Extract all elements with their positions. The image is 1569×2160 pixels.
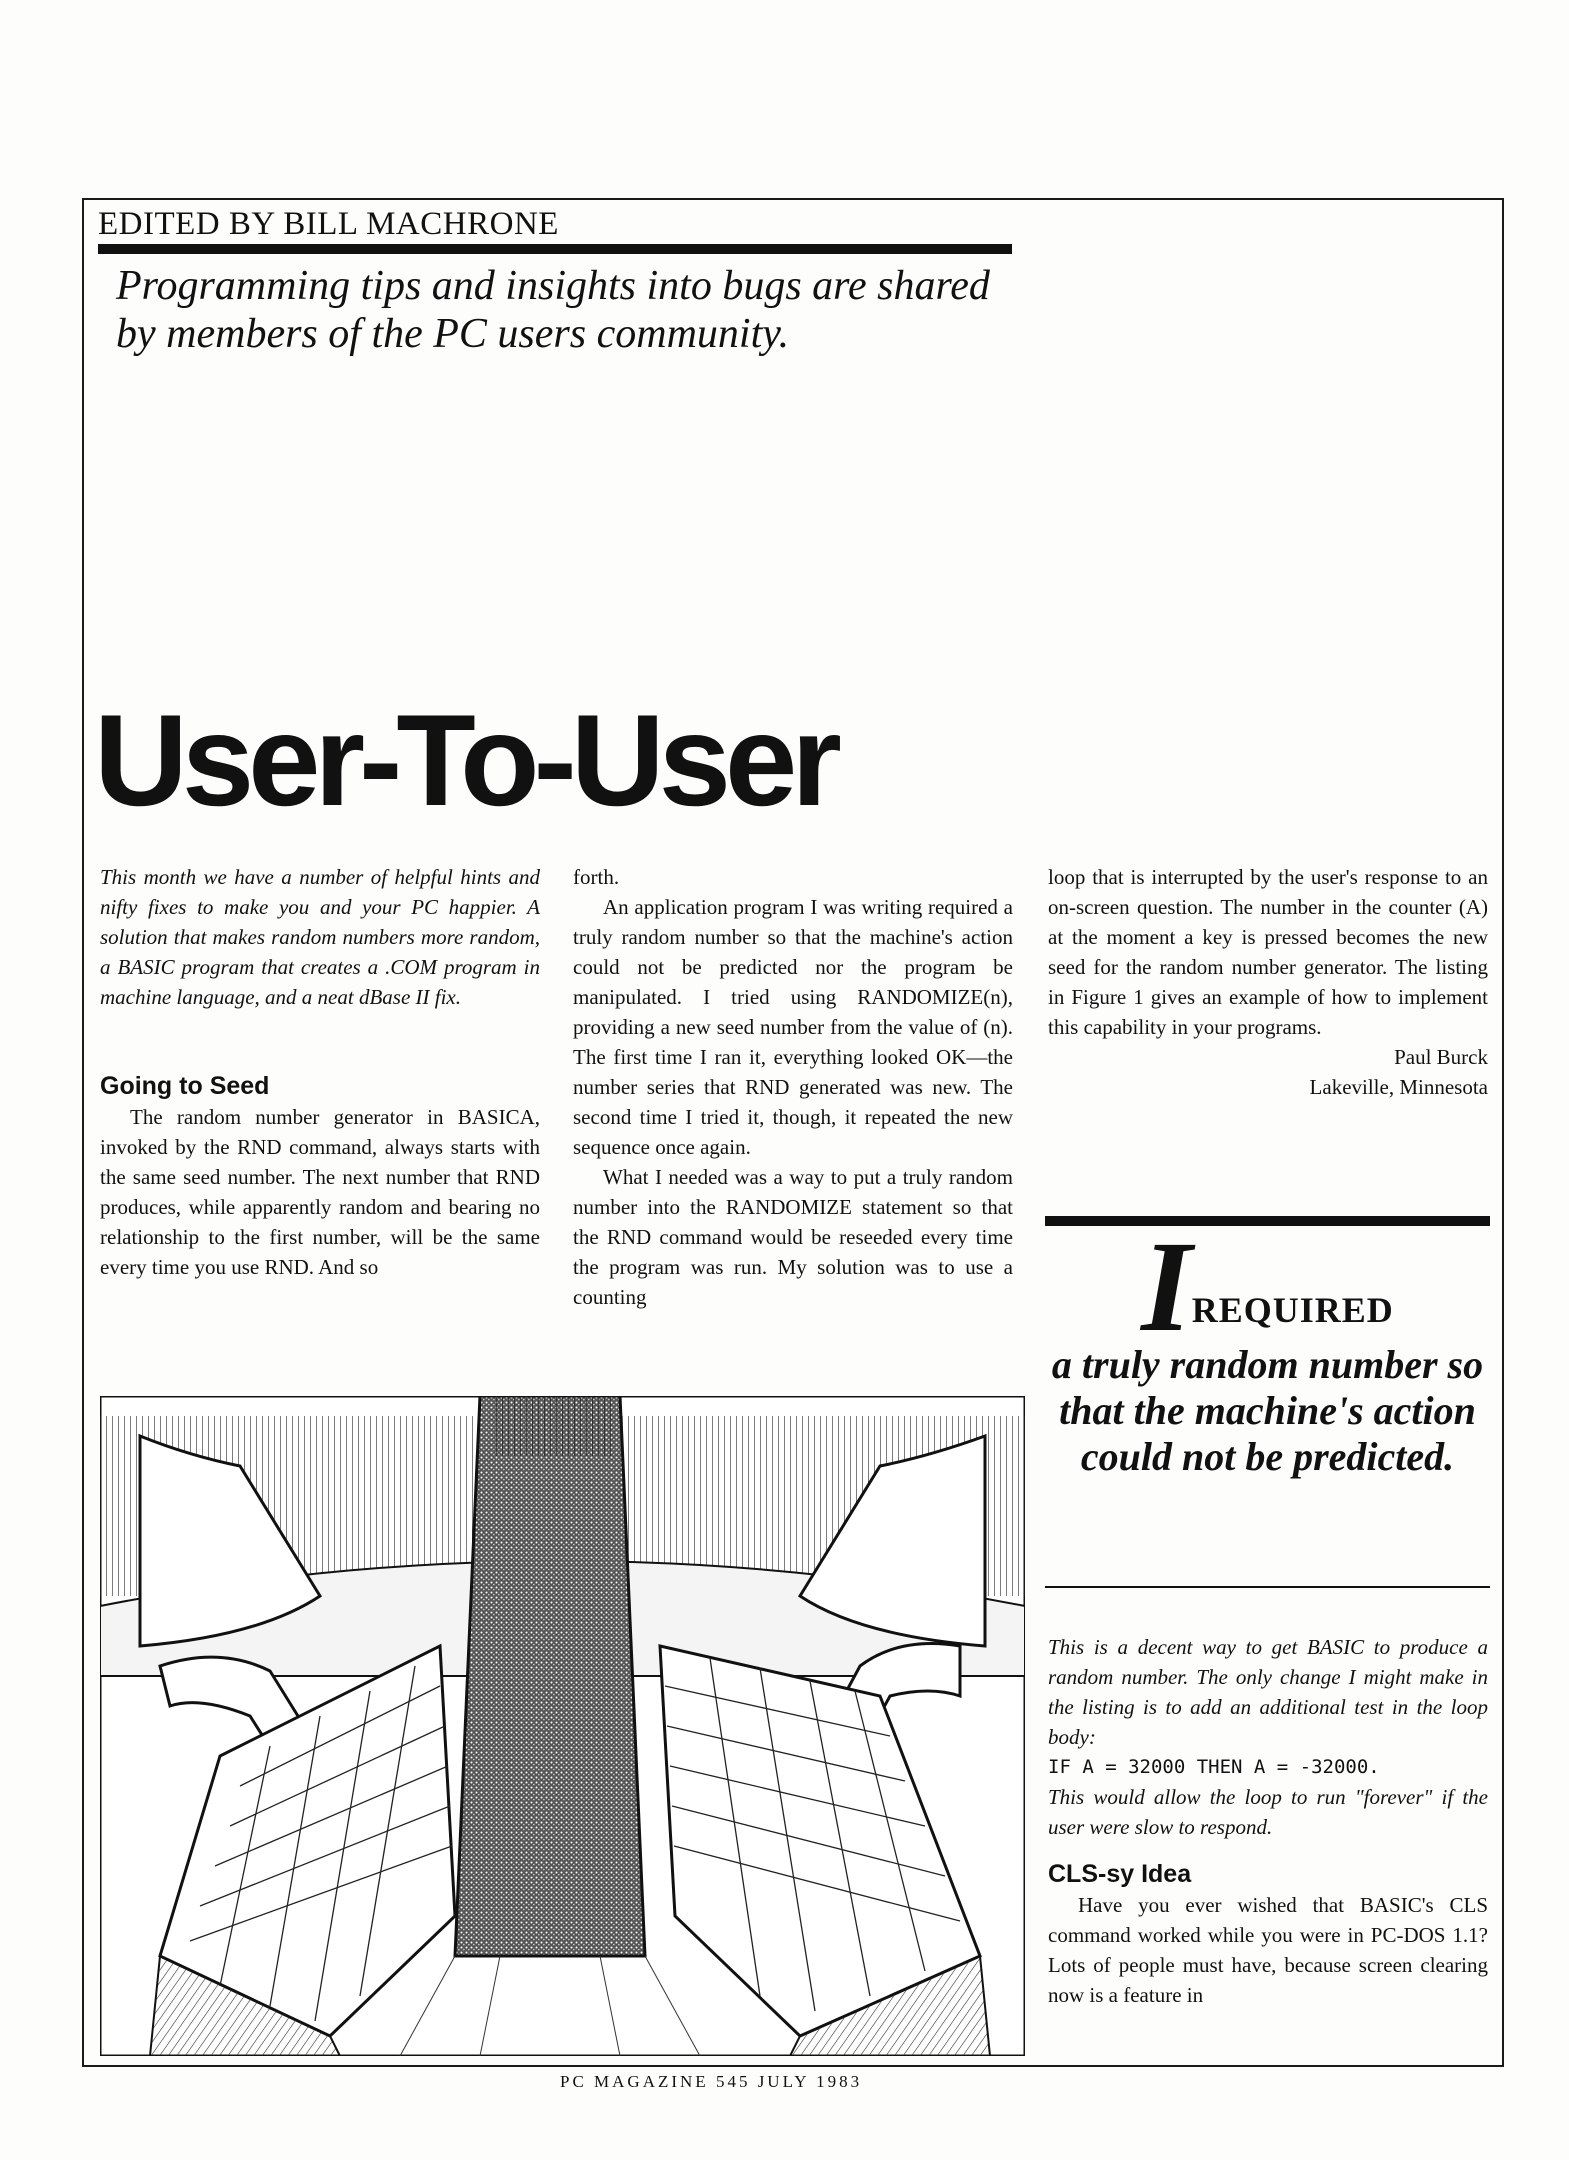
paragraph: The random number generator in BASICA, invoked by the RND command, always starts with the same seed number. The next number that RND produces, while apparently random and bearing no relationship to the first number, will be the same every time you use RND. And so: [100, 1105, 540, 1279]
signature-place: Lakeville, Minnesota: [1309, 1075, 1488, 1099]
paragraph: Have you ever wished that BASIC's CLS command worked while you were in PC-DOS 1.1? Lots of people must have, because screen clearing now is a feature in: [1048, 1893, 1488, 2007]
edited-by: EDITED BY BILL MACHRONE: [98, 206, 559, 242]
signature-name: Paul Burck: [1394, 1045, 1488, 1069]
editor-reply: This is a decent way to get BASIC to produce a random number. The only change I might make in the listing is to add an additional test in the loop body:: [1048, 1635, 1488, 1749]
pullquote-lead-word: REQUIRED: [1191, 1290, 1394, 1330]
intro-paragraph: This month we have a number of helpful hints and nifty fixes to make you and your PC happier. A solution that makes random numbers more random, a BASIC program that creates a .COM program in machine language, and a neat dBase II fix.: [100, 865, 540, 1009]
pullquote-bottom-rule: [1045, 1586, 1490, 1588]
pullquote-dropcap: I: [1141, 1215, 1192, 1359]
pullquote-rule: [1045, 1216, 1490, 1226]
column-3-bottom: [1048, 1632, 1488, 2010]
pullquote: [1045, 1215, 1490, 1480]
pullquote-text: a truly random number so that the machine's action could not be predicted.: [1051, 1342, 1484, 1479]
paragraph: An application program I was writing required a truly random number so that the machine's action could not be predicted nor the program be manipulated. I tried using RANDOMIZE(n), providing a new seed number from the value of (n). The first time I ran it, everything looked OK—the number series that RND generated was new. The second time I tried it, though, it repeated the new sequence once again.: [573, 895, 1013, 1159]
header-rule: [98, 244, 1012, 254]
paragraph: What I needed was a way to put a truly random number into the RANDOMIZE statement so that the RND command would be reseeded every time the program was run. My solution was to use a counting: [573, 1165, 1013, 1309]
page-footer: PC MAGAZINE 545 JULY 1983: [560, 2072, 863, 2091]
paragraph: loop that is interrupted by the user's response to an on-screen question. The number in the counter (A) at the moment a key is pressed becomes the new seed for the random number generator. The listing in Figure 1 gives an example of how to implement this capability in your programs.: [1048, 865, 1488, 1039]
section-heading-cls-sy-idea: CLS-sy Idea: [1048, 1860, 1192, 1888]
column-3-top: [1048, 862, 1488, 1102]
section-heading-going-to-seed: Going to Seed: [100, 1072, 270, 1100]
page-title: User-To-User: [94, 687, 836, 833]
paragraph: forth.: [573, 865, 620, 889]
column-1: [100, 862, 540, 1282]
column-2: [573, 862, 1013, 1312]
editor-reply: This would allow the loop to run "forever" if the user were slow to respond.: [1048, 1785, 1488, 1839]
deck-subtitle: Programming tips and insights into bugs are shared by members of the PC users community.: [116, 263, 990, 357]
keyboard-illustration: [100, 1396, 1025, 2056]
code-line: IF A = 32000 THEN A = -32000.: [1048, 1756, 1380, 1778]
